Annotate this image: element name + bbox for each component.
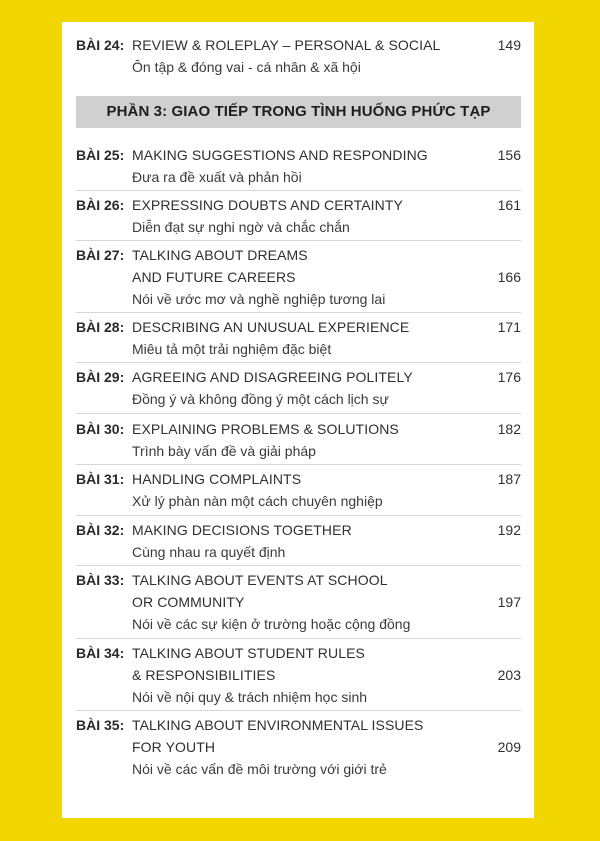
divider: [76, 638, 521, 639]
divider: [76, 710, 521, 711]
lesson-number: BÀI 25:: [76, 147, 125, 163]
lesson-number: BÀI 26:: [76, 197, 125, 213]
toc-entry[interactable]: [76, 418, 521, 462]
page-number: 192: [497, 522, 521, 538]
page-number: 149: [497, 37, 521, 53]
lesson-title: MAKING DECISIONS TOGETHER: [132, 522, 352, 538]
lesson-title: HANDLING COMPLAINTS: [132, 471, 302, 487]
lesson-number: BÀI 27:: [76, 247, 125, 263]
lesson-subtitle: Miêu tả một trải nghiệm đặc biệt: [132, 341, 332, 357]
toc-entry[interactable]: [76, 468, 521, 512]
lesson-title: TALKING ABOUT STUDENT RULES: [132, 645, 365, 661]
divider: [76, 565, 521, 566]
divider: [76, 464, 521, 465]
divider: [76, 413, 521, 414]
page-number: 176: [497, 369, 521, 385]
lesson-subtitle: Nói về nội quy & trách nhiệm học sinh: [132, 689, 368, 705]
page-number: 209: [497, 739, 521, 755]
lesson-title: DESCRIBING AN UNUSUAL EXPERIENCE: [132, 319, 410, 335]
toc-page: [62, 22, 534, 818]
lesson-subtitle: Cùng nhau ra quyết định: [132, 544, 286, 560]
lesson-number: BÀI 33:: [76, 572, 125, 588]
lesson-subtitle: Nói về ước mơ và nghề nghiệp tương lai: [132, 291, 386, 307]
divider: [76, 190, 521, 191]
lesson-number: BÀI 35:: [76, 717, 125, 733]
toc-entry[interactable]: [76, 244, 521, 310]
page-number: 203: [497, 667, 521, 683]
lesson-subtitle: Xử lý phàn nàn một cách chuyên nghiệp: [132, 493, 383, 509]
toc-entry[interactable]: [76, 366, 521, 410]
lesson-number: BÀI 30:: [76, 421, 125, 437]
lesson-title: AGREEING AND DISAGREEING POLITELY: [132, 369, 413, 385]
toc-entry[interactable]: [76, 316, 521, 360]
lesson-title-line2: FOR YOUTH: [132, 739, 216, 755]
lesson-title-line2: OR COMMUNITY: [132, 594, 245, 610]
lesson-number: BÀI 29:: [76, 369, 125, 385]
page-number: 197: [497, 594, 521, 610]
lesson-title: TALKING ABOUT DREAMS: [132, 247, 308, 263]
lesson-title: EXPLAINING PROBLEMS & SOLUTIONS: [132, 421, 399, 437]
lesson-subtitle: Ôn tập & đóng vai - cá nhân & xã hội: [132, 59, 361, 75]
divider: [76, 312, 521, 313]
lesson-number: BÀI 32:: [76, 522, 125, 538]
divider: [76, 240, 521, 241]
toc-entry[interactable]: [76, 642, 521, 708]
toc-entry[interactable]: [76, 34, 521, 78]
section-header: [76, 96, 521, 128]
lesson-title: MAKING SUGGESTIONS AND RESPONDING: [132, 147, 428, 163]
toc-entry[interactable]: [76, 519, 521, 563]
lesson-subtitle: Diễn đạt sự nghi ngờ và chắc chắn: [132, 219, 350, 235]
lesson-number: BÀI 24:: [76, 37, 125, 53]
page-number: 161: [497, 197, 521, 213]
toc-entry[interactable]: [76, 714, 521, 780]
page-number: 187: [497, 471, 521, 487]
toc-entry[interactable]: [76, 194, 521, 238]
toc-entry[interactable]: [76, 569, 521, 635]
section-title: PHẦN 3: GIAO TIẾP TRONG TÌNH HUỐNG PHỨC TẠP: [106, 103, 491, 120]
lesson-subtitle: Trình bày vấn đề và giải pháp: [132, 443, 316, 459]
lesson-subtitle: Đưa ra đề xuất và phản hồi: [132, 169, 302, 185]
page-number: 166: [497, 269, 521, 285]
lesson-subtitle: Nói về các vấn đề môi trường với giới trẻ: [132, 761, 387, 777]
lesson-number: BÀI 34:: [76, 645, 125, 661]
page-number: 171: [497, 319, 521, 335]
lesson-subtitle: Nói về các sự kiện ở trường hoặc cộng đồng: [132, 616, 411, 632]
lesson-title: TALKING ABOUT ENVIRONMENTAL ISSUES: [132, 717, 424, 733]
page-number: 156: [497, 147, 521, 163]
divider: [76, 515, 521, 516]
lesson-title: REVIEW & ROLEPLAY – PERSONAL & SOCIAL: [132, 37, 441, 53]
lesson-title: TALKING ABOUT EVENTS AT SCHOOL: [132, 572, 388, 588]
lesson-number: BÀI 31:: [76, 471, 125, 487]
lesson-title: EXPRESSING DOUBTS AND CERTAINTY: [132, 197, 403, 213]
divider: [76, 362, 521, 363]
lesson-title-line2: & RESPONSIBILITIES: [132, 667, 276, 683]
lesson-title-line2: AND FUTURE CAREERS: [132, 269, 296, 285]
toc-entry[interactable]: [76, 144, 521, 188]
lesson-number: BÀI 28:: [76, 319, 125, 335]
page-number: 182: [497, 421, 521, 437]
lesson-subtitle: Đồng ý và không đồng ý một cách lịch sự: [132, 391, 389, 407]
